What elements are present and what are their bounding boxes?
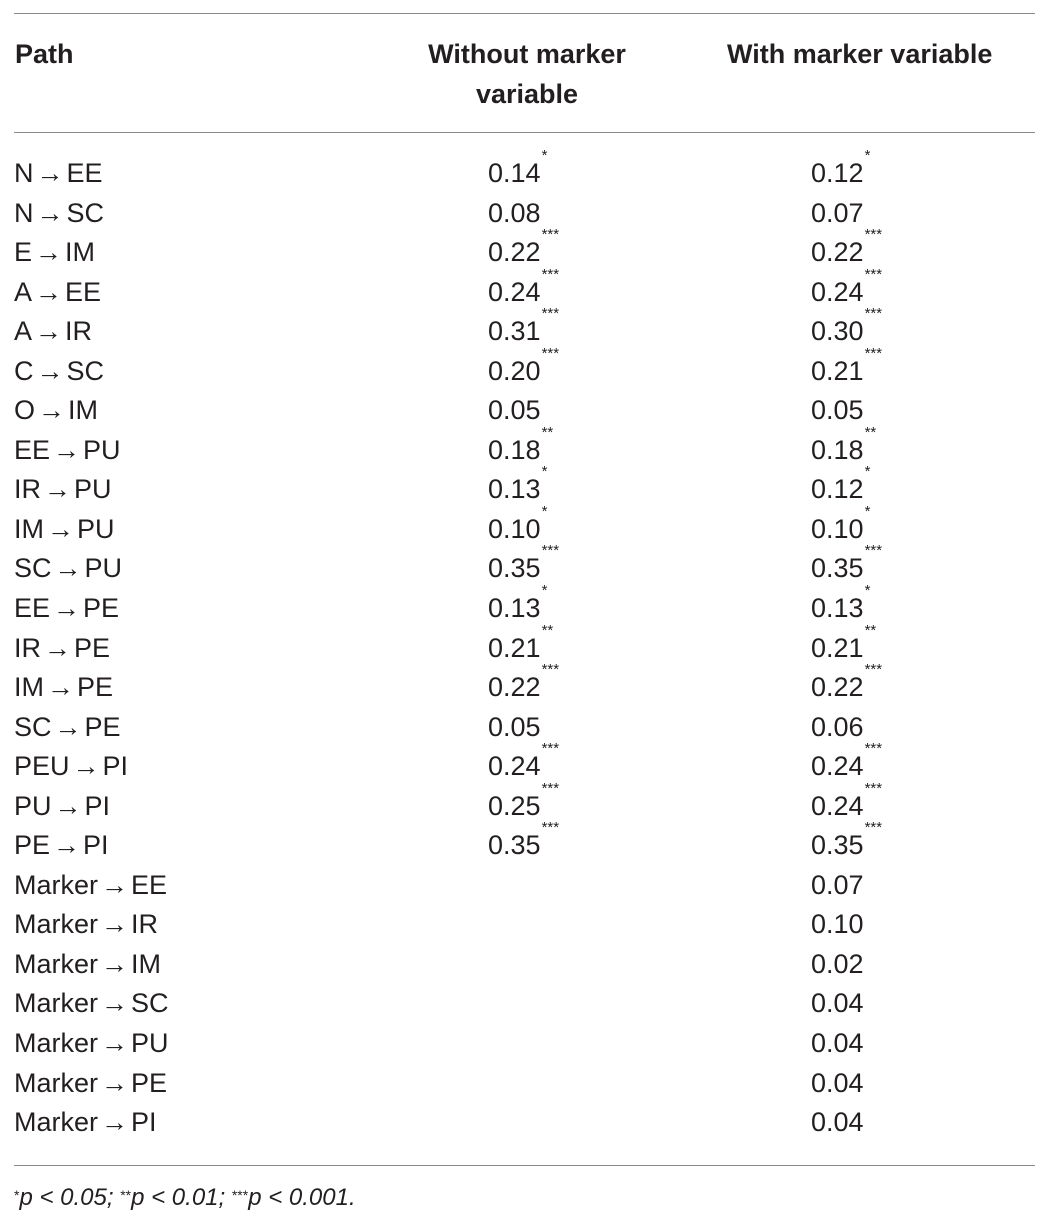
significance-marker: **: [541, 621, 554, 639]
table-row: [0, 463, 1047, 510]
coefficient-with-marker: [811, 391, 865, 431]
arrow-right-icon: →: [36, 355, 64, 386]
path-to: PE: [84, 711, 121, 742]
coefficient-with-marker: [811, 984, 865, 1024]
path-from: SC: [14, 553, 52, 584]
path-cell: [14, 668, 113, 708]
table-row: [0, 423, 1047, 471]
coefficient-without-marker: [488, 661, 560, 708]
path-cell: [14, 708, 121, 748]
table-row: [0, 305, 1047, 352]
path-to: EE: [131, 869, 168, 900]
significance-marker: ***: [864, 661, 883, 679]
coefficient-value: 0.05: [488, 395, 541, 426]
coefficient-value: 0.35: [488, 553, 541, 584]
coefficient-with-marker: [811, 866, 865, 906]
coefficient-without-marker: [488, 463, 548, 510]
table-body: [0, 147, 1047, 1143]
coefficient-with-marker: [811, 1024, 865, 1064]
coefficient-without-marker: [488, 542, 560, 589]
path-cell: [14, 510, 115, 550]
path-cell: [14, 1064, 167, 1104]
significance-marker: *: [541, 147, 548, 164]
coefficient-value: 0.04: [811, 988, 864, 1019]
column-header-with-marker: With marker variable: [727, 39, 993, 69]
path-to: PI: [83, 830, 109, 861]
table-row: [0, 621, 1047, 669]
table-row: [0, 582, 1047, 629]
arrow-right-icon: →: [36, 197, 64, 228]
path-to: PU: [77, 513, 115, 544]
path-to: PE: [131, 1067, 168, 1098]
path-cell: [14, 747, 128, 787]
path-from: Marker: [14, 988, 99, 1019]
significance-marker: ***: [541, 344, 560, 362]
path-from: Marker: [14, 1028, 99, 1059]
arrow-right-icon: →: [47, 513, 74, 544]
path-from: A: [14, 316, 33, 347]
path-to: PU: [74, 474, 112, 505]
table-row: [0, 945, 1047, 985]
coefficient-value: 0.04: [811, 1107, 864, 1138]
coefficient-value: 0.04: [811, 1028, 864, 1059]
table-row: [0, 740, 1047, 787]
significance-marker: ***: [541, 226, 560, 244]
coefficient-value: 0.24: [488, 751, 541, 782]
coefficient-without-marker: [488, 1103, 489, 1143]
path-cell: [14, 945, 161, 985]
path-cell: [14, 866, 167, 906]
coefficient-value: 0.24: [811, 751, 864, 782]
coefficient-value: 0.35: [811, 553, 864, 584]
significance-marker: **: [541, 423, 554, 441]
path-cell: [14, 352, 104, 392]
table-footnote: [14, 1182, 356, 1214]
coefficient-value: 0.12: [811, 158, 864, 188]
significance-marker: ***: [541, 542, 560, 560]
coefficient-without-marker: [488, 344, 560, 392]
significance-marker: *: [864, 582, 871, 600]
coefficient-value: 0.10: [811, 909, 864, 940]
coefficient-value: 0.18: [811, 434, 864, 465]
path-cell: [14, 1024, 169, 1064]
path-cell: [14, 629, 110, 669]
footnote-text-2: p < 0.01;: [131, 1184, 232, 1211]
significance-marker: *: [864, 463, 871, 481]
table-row: [0, 708, 1047, 748]
table-row: [0, 1024, 1047, 1064]
coefficient-value: 0.10: [811, 513, 864, 544]
path-to: PI: [131, 1107, 157, 1138]
coefficient-value: 0.14: [488, 158, 541, 188]
coefficient-value: 0.05: [488, 711, 541, 742]
path-cell: [14, 391, 98, 431]
path-from: IR: [14, 632, 41, 663]
path-from: PE: [14, 830, 51, 861]
coefficient-value: 0.18: [488, 434, 541, 465]
path-cell: [14, 154, 103, 194]
significance-marker: *: [541, 582, 548, 600]
table-row: [0, 344, 1047, 392]
table-top-rule: [14, 13, 1035, 14]
path-from: IM: [14, 672, 44, 703]
header-bottom-rule: [14, 132, 1035, 133]
path-from: EE: [14, 434, 51, 465]
coefficient-with-marker: [811, 1103, 865, 1143]
path-from: IM: [14, 513, 44, 544]
coefficient-without-marker: [488, 866, 489, 906]
path-from: Marker: [14, 948, 99, 979]
arrow-right-icon: →: [53, 830, 81, 861]
arrow-right-icon: →: [101, 1067, 129, 1098]
path-from: O: [14, 395, 36, 426]
table-bottom-rule: [14, 1165, 1035, 1166]
significance-marker: ***: [864, 542, 883, 560]
coefficient-without-marker: [488, 905, 489, 945]
coefficient-value: 0.22: [811, 672, 864, 703]
arrow-right-icon: →: [53, 434, 81, 465]
footnote-sig-2: **: [120, 1187, 132, 1203]
arrow-right-icon: →: [44, 474, 71, 505]
significance-marker: ***: [864, 779, 883, 797]
path-cell: [14, 549, 122, 589]
significance-marker: ***: [541, 819, 560, 837]
significance-marker: *: [541, 463, 548, 481]
coefficient-value: 0.24: [488, 276, 541, 307]
path-to: IM: [131, 948, 162, 979]
column-header-without-marker: [417, 34, 637, 114]
path-from: C: [14, 355, 34, 386]
path-cell: [14, 984, 169, 1024]
coefficient-with-marker: [811, 708, 865, 748]
significance-marker: **: [864, 621, 877, 639]
coefficient-value: 0.12: [811, 474, 864, 505]
coefficient-with-marker: [811, 945, 865, 985]
path-from: SC: [14, 711, 52, 742]
coefficient-value: 0.10: [488, 513, 541, 544]
coefficient-without-marker: [488, 147, 548, 194]
significance-marker: ***: [541, 740, 560, 758]
significance-marker: ***: [864, 265, 883, 283]
path-from: Marker: [14, 869, 99, 900]
significance-marker: *: [864, 147, 871, 164]
coefficient-value: 0.13: [811, 593, 864, 624]
coefficient-with-marker: [811, 905, 865, 945]
coefficient-value: 0.08: [488, 197, 541, 228]
path-cell: [14, 233, 95, 273]
path-from: Marker: [14, 909, 99, 940]
coefficient-without-marker: [488, 582, 548, 629]
significance-marker: ***: [864, 819, 883, 837]
coefficient-without-marker: [488, 391, 542, 431]
significance-marker: ***: [864, 344, 883, 362]
path-from: PU: [14, 790, 52, 821]
path-to: PE: [77, 672, 114, 703]
path-cell: [14, 431, 121, 471]
path-from: A: [14, 276, 33, 307]
path-cell: [14, 273, 101, 313]
table-row: [0, 194, 1047, 234]
coefficient-value: 0.07: [811, 197, 864, 228]
arrow-right-icon: →: [38, 395, 66, 426]
path-from: N: [14, 158, 34, 188]
arrow-right-icon: →: [35, 276, 63, 307]
coefficient-without-marker: [488, 1064, 489, 1104]
significance-marker: **: [864, 423, 877, 441]
arrow-right-icon: →: [35, 316, 63, 347]
coefficient-value: 0.24: [811, 276, 864, 307]
column-header-without-marker-line2: variable: [475, 79, 579, 109]
footnote-sig-3: ***: [231, 1187, 249, 1203]
path-to: EE: [65, 276, 102, 307]
path-from: N: [14, 197, 34, 228]
path-to: PU: [131, 1028, 169, 1059]
path-to: IM: [68, 395, 99, 426]
path-cell: [14, 826, 109, 866]
arrow-right-icon: →: [44, 632, 71, 663]
table-row: [0, 542, 1047, 589]
coefficient-value: 0.35: [488, 830, 541, 861]
table-row: [0, 1103, 1047, 1143]
path-to: PE: [74, 632, 111, 663]
table-row: [0, 1064, 1047, 1104]
table-row: [0, 147, 1047, 194]
coefficient-with-marker: [811, 502, 871, 550]
path-to: SC: [66, 355, 105, 386]
arrow-right-icon: →: [101, 869, 129, 900]
arrow-right-icon: →: [101, 1028, 129, 1059]
arrow-right-icon: →: [53, 593, 81, 624]
significance-marker: ***: [864, 226, 883, 244]
coefficient-value: 0.31: [488, 316, 541, 347]
coefficient-with-marker: [811, 147, 871, 194]
table-row: [0, 391, 1047, 431]
table-row: [0, 905, 1047, 945]
significance-marker: ***: [541, 661, 560, 679]
coefficient-value: 0.22: [488, 672, 541, 703]
path-cell: [14, 905, 158, 945]
significance-marker: ***: [541, 265, 560, 283]
significance-marker: ***: [541, 779, 560, 797]
coefficient-value: 0.21: [488, 632, 541, 663]
coefficient-value: 0.24: [811, 790, 864, 821]
coefficient-with-marker: [811, 1064, 865, 1104]
coefficient-value: 0.04: [811, 1067, 864, 1098]
path-to: SC: [131, 988, 169, 1019]
significance-marker: ***: [864, 305, 883, 323]
coefficient-with-marker: [811, 194, 865, 234]
table-row: [0, 661, 1047, 708]
path-to: EE: [66, 158, 103, 188]
arrow-right-icon: →: [101, 948, 129, 979]
coefficient-with-marker: [811, 542, 883, 589]
footnote-sig-1: *: [14, 1187, 20, 1203]
coefficient-value: 0.05: [811, 395, 864, 426]
column-header-without-marker-line1: Without marker: [428, 39, 626, 69]
path-to: IR: [65, 316, 93, 347]
coefficient-without-marker: [488, 502, 548, 550]
table-row: [0, 779, 1047, 827]
coefficient-value: 0.20: [488, 355, 541, 386]
footnote-text-3: p < 0.001.: [248, 1184, 356, 1211]
path-to: SC: [66, 197, 105, 228]
path-to: IR: [131, 909, 159, 940]
arrow-right-icon: →: [72, 751, 100, 782]
arrow-right-icon: →: [101, 909, 129, 940]
coefficient-value: 0.30: [811, 316, 864, 347]
path-to: PU: [83, 434, 121, 465]
coefficient-with-marker: [811, 661, 883, 708]
path-from: Marker: [14, 1067, 99, 1098]
path-cell: [14, 787, 110, 827]
coefficient-with-marker: [811, 463, 871, 510]
coefficient-without-marker: [488, 984, 489, 1024]
coefficient-value: 0.07: [811, 869, 864, 900]
path-to: IM: [65, 237, 96, 268]
arrow-right-icon: →: [101, 988, 129, 1019]
coefficient-without-marker: [488, 819, 560, 866]
table-row: [0, 866, 1047, 906]
coefficient-with-marker: [811, 582, 871, 629]
arrow-right-icon: →: [101, 1107, 129, 1138]
path-cell: [14, 589, 119, 629]
footnote-text-1: p < 0.05;: [19, 1184, 121, 1211]
coefficient-value: 0.21: [811, 355, 864, 386]
path-from: PEU: [14, 751, 70, 782]
coefficient-value: 0.13: [488, 474, 541, 505]
coefficient-value: 0.13: [488, 593, 541, 624]
coefficient-value: 0.06: [811, 711, 864, 742]
arrow-right-icon: →: [35, 237, 63, 268]
coefficient-without-marker: [488, 945, 489, 985]
table-row: [0, 226, 1047, 273]
coefficient-value: 0.02: [811, 948, 864, 979]
path-from: IR: [14, 474, 41, 505]
significance-marker: ***: [864, 740, 883, 758]
path-to: PI: [84, 790, 111, 821]
path-from: E: [14, 237, 33, 268]
arrow-right-icon: →: [36, 158, 64, 188]
path-to: PU: [84, 553, 123, 584]
table-row: [0, 265, 1047, 313]
path-to: PI: [102, 751, 129, 782]
path-cell: [14, 194, 104, 234]
column-header-path: Path: [15, 39, 74, 69]
arrow-right-icon: →: [54, 553, 82, 584]
significance-marker: ***: [541, 305, 560, 323]
coefficient-without-marker: [488, 194, 542, 234]
table-row: [0, 819, 1047, 866]
coefficient-with-marker: [811, 344, 883, 392]
path-from: EE: [14, 593, 51, 624]
path-from: Marker: [14, 1107, 99, 1138]
coefficient-value: 0.35: [811, 830, 864, 861]
significance-marker: *: [864, 502, 871, 520]
arrow-right-icon: →: [47, 672, 74, 703]
coefficient-value: 0.21: [811, 632, 864, 663]
coefficient-with-marker: [811, 819, 883, 866]
arrow-right-icon: →: [54, 790, 82, 821]
coefficient-without-marker: [488, 708, 542, 748]
path-cell: [14, 470, 112, 510]
coefficient-value: 0.22: [488, 237, 541, 268]
coefficient-without-marker: [488, 1024, 489, 1064]
table-row: [0, 984, 1047, 1024]
path-cell: [14, 1103, 157, 1143]
coefficient-value: 0.22: [811, 237, 864, 268]
path-to: PE: [83, 593, 120, 624]
arrow-right-icon: →: [54, 711, 82, 742]
table-row: [0, 502, 1047, 550]
path-cell: [14, 312, 92, 352]
significance-marker: *: [541, 502, 548, 520]
coefficient-value: 0.25: [488, 790, 541, 821]
